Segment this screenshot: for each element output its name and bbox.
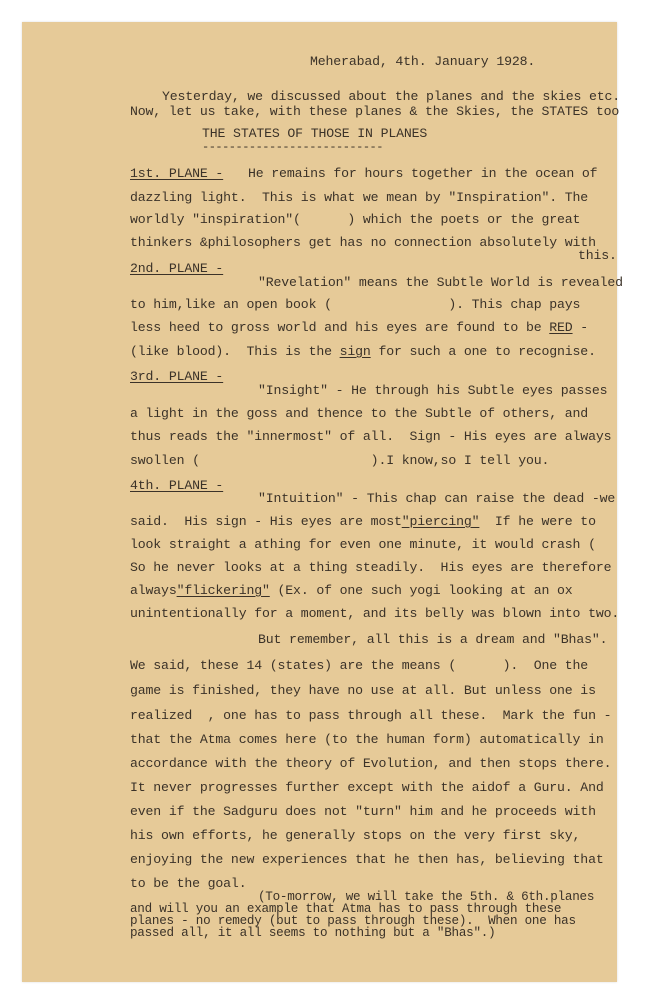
plane3-line-2: a light in the goss and thence to the Subtle of others, and [130,406,589,421]
footnote-line-1: (To-morrow, we will take the 5th. & 6th.planes [258,890,595,904]
closing-line-2: We said, these 14 (states) are the means ( ). One the [130,658,589,673]
closing-line-6: accordance with the theory of Evolution, and then stops there. [130,756,612,771]
piercing-emphasis: "piercing" [401,514,480,529]
closing-line-8: even if the Sadguru does not "turn" him and he proceeds with [130,804,596,819]
sign-emphasis: sign [339,344,371,359]
intro-line-1: Yesterday, we discussed about the planes and the skies etc. [162,89,621,104]
plane2-line-4: (like blood). This is the sign for such a one to recognise. [130,344,596,359]
plane3-line-4: swollen ( ).I know,so I tell you. [130,453,550,468]
closing-line-3: game is finished, they have no use at all. But unless one is [130,683,596,698]
closing-line-10: enjoying the new experiences that he then has, believing that [130,852,604,867]
closing-line-11: to be the goal. [130,876,247,891]
plane4-line-2: said. His sign - His eyes are most"piercing" If he were to [130,514,596,529]
plane1-line-1: He remains for hours together in the ocean of [248,166,598,181]
flickering-emphasis: "flickering" [176,583,270,598]
title-underline: --------------------------- [202,140,383,154]
page-title: THE STATES OF THOSE IN PLANES [202,126,428,141]
red-emphasis: RED [549,320,573,335]
closing-line-4: realized , one has to pass through all these. Mark the fun - [130,708,612,723]
plane1-line-3: worldly "inspiration"( ) which the poets or the great [130,212,581,227]
footnote-line-2: and will you an example that Atma has to pass through these [130,902,562,916]
intro-line-2: Now, let us take, with these planes & the Skies, the STATES too [130,104,620,119]
plane2-line-3: less heed to gross world and his eyes are found to be RED - [130,320,589,335]
plane1-line-4-wrap: this. [578,248,617,263]
plane4-line-3: look straight a athing for even one minute, it would crash ( [130,537,596,552]
plane3-line-3: thus reads the "innermost" of all. Sign - His eyes are always [130,429,612,444]
typewritten-page [22,22,623,982]
closing-line-5: that the Atma comes here (to the human form) automatically in [130,732,604,747]
plane3-line-1: "Insight" - He through his Subtle eyes passes [258,383,608,398]
footnote-line-3: planes - no remedy (but to pass through these). When one has [130,914,576,928]
plane1-line-4: thinkers &philosophers get has no connection absolutely with [130,235,596,250]
plane4-label: 4th. PLANE - [130,478,224,493]
closing-line-1: But remember, all this is a dream and "Bhas". [258,632,608,647]
closing-line-7: It never progresses further except with the aidof a Guru. And [130,780,604,795]
plane4-line-1: "Intuition" - This chap can raise the dead -we [258,491,616,506]
plane2-line-1: "Revelation" means the Subtle World is revealed [258,275,623,290]
footnote-line-4: passed all, it all seems to nothing but a "Bhas".) [130,926,496,940]
plane2-line-2: to him,like an open book ( ). This chap pays [130,297,581,312]
plane1-line-2: dazzling light. This is what we mean by "Inspiration". The [130,190,589,205]
plane4-line-6: unintentionally for a moment, and its belly was blown into two. [130,606,620,621]
plane1-label: 1st. PLANE - [130,166,224,181]
plane2-label: 2nd. PLANE - [130,261,224,276]
plane3-label: 3rd. PLANE - [130,369,224,384]
plane4-line-5: always"flickering" (Ex. of one such yogi looking at an ox [130,583,573,598]
plane4-line-4: So he never looks at a thing steadily. His eyes are therefore [130,560,612,575]
dateline: Meherabad, 4th. January 1928. [310,54,536,69]
closing-line-9: his own efforts, he generally stops on the very first sky, [130,828,581,843]
